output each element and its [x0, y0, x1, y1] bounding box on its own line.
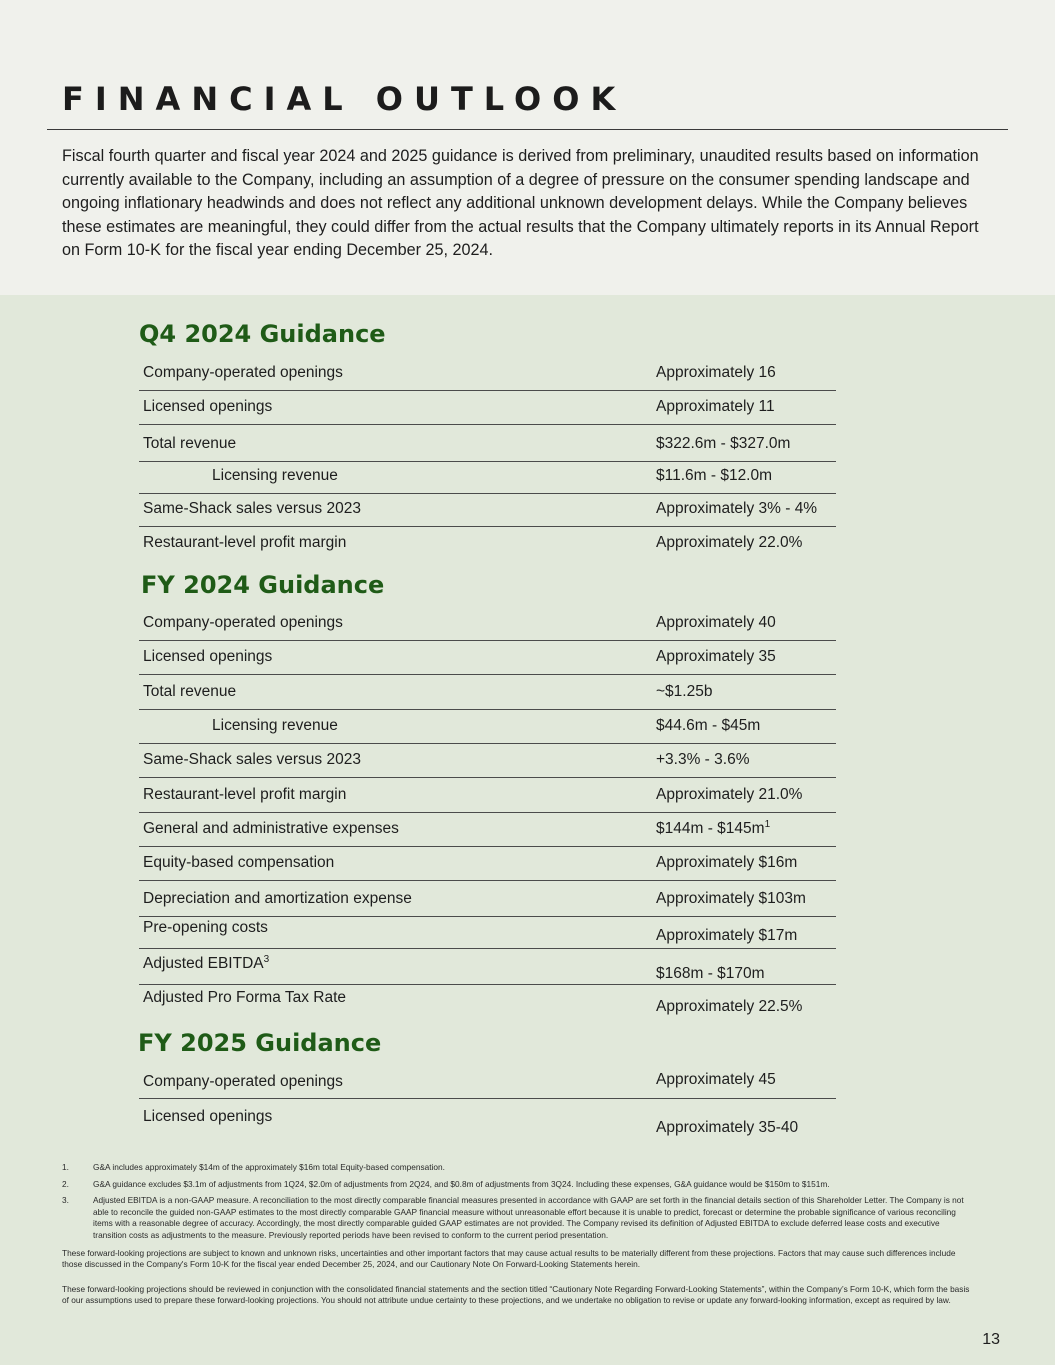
q4-row-restaurant-margin: [139, 527, 836, 561]
fy2025-guidance-title: FY 2025 Guidance: [138, 1029, 382, 1057]
footnote-text: Adjusted EBITDA is a non-GAAP measure. A reconciliation to the most directly comparable financial measures presented in accordance with GAAP are set forth in the financial details section of this Shareholder Letter. The Company is not able to reconcile the guided non-GAAP estimates to the most directly comparable GAAP financial measure without unreasonable effort because it is unable to predict, forecast or determine the probable significance of various reconciling items with a reasonable degree of accuracy. Accordingly, the most directly comparable guided GAAP estimates are not provided. The Company revised its definition of Adjusted EBITDA to exclude deferred lease costs and executive transition costs as adjustments to the measure. Previously reported periods have been revised to conform to the current period presentation.: [93, 1195, 964, 1240]
row-value-text: $144m - $145m: [656, 820, 765, 837]
fy2024-row-pre-opening-costs: [139, 915, 836, 949]
fy2024-row-company-openings: [139, 607, 836, 641]
row-label: General and administrative expenses: [143, 820, 399, 837]
row-label: Same-Shack sales versus 2023: [143, 751, 361, 768]
row-value: Approximately 21.0%: [656, 786, 803, 803]
footnote-ref: 1: [764, 818, 771, 830]
row-divider: [139, 948, 836, 949]
row-label-text: Adjusted EBITDA: [143, 955, 264, 972]
fy2024-row-licensing-revenue: [139, 710, 836, 744]
fy2024-row-equity-compensation: [139, 847, 836, 881]
row-value: $168m - $170m: [656, 965, 765, 982]
row-label: Company-operated openings: [143, 364, 343, 381]
row-label: Licensing revenue: [212, 717, 338, 734]
row-label: Equity-based compensation: [143, 854, 335, 871]
footnote-number: 3.: [62, 1195, 69, 1206]
row-value: $11.6m - $12.0m: [656, 467, 773, 484]
row-divider: [139, 424, 836, 425]
row-value: Approximately 40: [656, 614, 776, 631]
footnotes: [62, 1162, 974, 1318]
page-title: FINANCIAL OUTLOOK: [62, 80, 627, 118]
row-value: +3.3% - 3.6%: [656, 751, 750, 768]
row-value: Approximately $17m: [656, 927, 798, 944]
row-label: Adjusted Pro Forma Tax Rate: [143, 989, 347, 1006]
fy2024-row-ga-expenses: [139, 813, 836, 847]
row-label: Same-Shack sales versus 2023: [143, 500, 361, 517]
row-value: $322.6m - $327.0m: [656, 435, 791, 452]
row-value: $44.6m - $45m: [656, 717, 761, 734]
row-value: Approximately 11: [656, 398, 775, 415]
row-value: Approximately 45: [656, 1071, 776, 1088]
row-value: Approximately 16: [656, 364, 776, 381]
fy2024-row-licensed-openings: [139, 641, 836, 675]
row-label: Total revenue: [143, 435, 237, 452]
row-label: Depreciation and amortization expense: [143, 890, 412, 907]
fy2024-row-restaurant-margin: [139, 779, 836, 813]
row-label: Company-operated openings: [143, 614, 343, 631]
intro-paragraph: Fiscal fourth quarter and fiscal year 2024 and 2025 guidance is derived from preliminary, unaudited results based on information currently available to the Company, including an assumption of a degree of pressure on the consumer spending landscape and ongoing inflationary headwinds and does not reflect any additional unknown development delays. While the Company believes these estimates are meaningful, they could differ from the actual results that the Company ultimately reports in its Annual Report on Form 10-K for the fiscal year ending December 25, 2024.: [62, 147, 979, 259]
row-value: Approximately $103m: [656, 890, 806, 907]
q4-guidance-title: Q4 2024 Guidance: [139, 320, 386, 348]
q4-row-licensing-revenue: [139, 460, 836, 494]
footnote-3: [62, 1195, 974, 1241]
fy2024-row-same-shack-sales: [139, 744, 836, 778]
q4-row-company-openings: [139, 357, 836, 391]
fy2024-row-total-revenue: [139, 676, 836, 710]
footnote-number: 1.: [62, 1162, 69, 1172]
title-divider: [47, 129, 1008, 130]
footnote-text: G&A guidance excludes $3.1m of adjustments from 1Q24, $2.0m of adjustments from 2Q24, and $0.8m of adjustments from 3Q24. Including these expenses, G&A guidance would be $150m to $151m.: [93, 1178, 830, 1189]
row-value: ~$1.25b: [656, 683, 713, 700]
row-label: Licensing revenue: [212, 467, 338, 484]
row-value: Approximately 3% - 4%: [656, 500, 818, 517]
disclaimer-paragraph: These forward-looking projections are subject to known and unknown risks, uncertainties and other important factors that may cause actual results to be materially different from these projections. Factors that may cause such differences include those discussed in the Company's Form 10-K for the fiscal year ended December 25, 2024, and our Cautionary Note On Forward-Looking Statements herein.: [62, 1247, 956, 1270]
fy2024-guidance-title: FY 2024 Guidance: [141, 571, 385, 599]
q4-row-total-revenue: [139, 428, 836, 462]
row-divider: [139, 880, 836, 881]
footnote-2: [62, 1179, 974, 1191]
row-divider: [139, 777, 836, 778]
row-value: Approximately 22.5%: [656, 998, 803, 1015]
fy2025-row-company-openings: [139, 1065, 836, 1099]
q4-row-licensed-openings: [139, 391, 836, 425]
row-divider: [139, 1098, 836, 1099]
row-label: [143, 954, 269, 973]
footnote-text: G&A includes approximately $14m of the approximately $16m total Equity-based compensation.: [93, 1162, 445, 1172]
fy2024-row-adjusted-ebitda: [139, 951, 836, 985]
disclaimer-paragraph: These forward-looking projections should be reviewed in conjunction with the consolidated financial statements and the section titled “Cautionary Note Regarding Forward-Looking Statements”, within the Company’s Form 10-K, which form the basis of our assumptions used to prepare these forward-looking projections. You should not attribute undue certainty to these projections, and we undertake no obligation to revise or update any forward-looking information, except as required by law.: [62, 1283, 970, 1306]
fy2024-row-depreciation: [139, 883, 836, 917]
row-label: Pre-opening costs: [143, 919, 268, 936]
row-label: Company-operated openings: [143, 1073, 343, 1090]
row-label: Restaurant-level profit margin: [143, 534, 347, 551]
page-number: 13: [982, 1331, 1000, 1348]
row-label: Restaurant-level profit margin: [143, 786, 347, 803]
row-value: Approximately 22.0%: [656, 534, 803, 551]
fy2024-row-tax-rate: [139, 985, 836, 1019]
footnote-ref: 3: [263, 953, 270, 965]
row-divider: [139, 674, 836, 675]
row-label: Licensed openings: [143, 648, 273, 665]
row-label: Total revenue: [143, 683, 237, 700]
row-label: Licensed openings: [143, 398, 273, 415]
row-value: Approximately 35-40: [656, 1119, 799, 1136]
fy2025-row-licensed-openings: [139, 1100, 836, 1134]
row-label: Licensed openings: [143, 1108, 273, 1125]
row-value: [656, 819, 770, 838]
row-value: Approximately 35: [656, 648, 776, 665]
footnote-number: 2.: [62, 1178, 69, 1189]
q4-row-same-shack-sales: [139, 493, 836, 527]
row-value: Approximately $16m: [656, 854, 798, 871]
footnote-1: [62, 1162, 974, 1174]
